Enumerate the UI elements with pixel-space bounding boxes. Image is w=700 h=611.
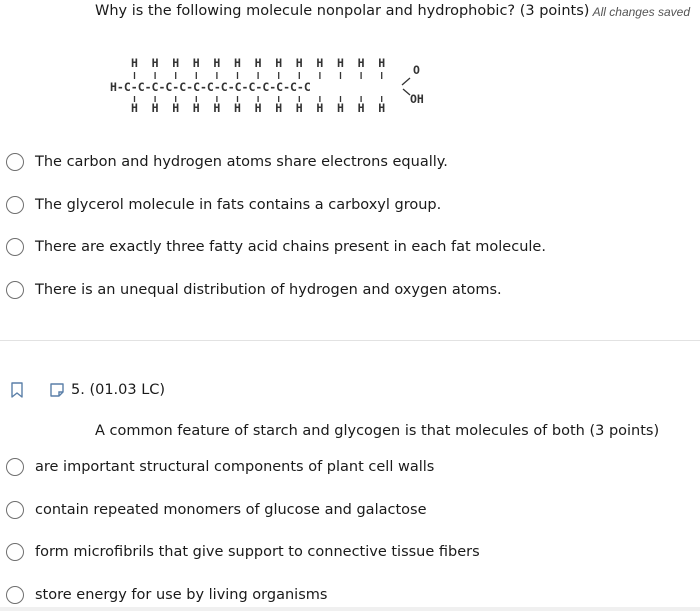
hydrogen-atom: H [234, 56, 241, 70]
q5-option-1[interactable] [6, 454, 434, 480]
radio-circle-icon[interactable] [6, 543, 24, 561]
hydrogen-atom: H [192, 56, 200, 70]
hydrogen-atom: H [254, 56, 262, 70]
hydroxyl-bond [403, 89, 410, 95]
carbonyl-oxygen: O [413, 63, 420, 77]
option-label: The glycerol molecule in fats contains a carboxyl group. [35, 197, 442, 213]
hydrogen-atom: H [151, 101, 159, 115]
option-label: store energy for use by living organisms [35, 587, 328, 603]
question-5-header [7, 380, 165, 400]
q5-option-4[interactable] [6, 582, 327, 608]
option-label: are important structural components of plant cell walls [35, 459, 435, 475]
bookmark-icon[interactable] [7, 380, 27, 400]
carbon-backbone: H-C-C-C-C-C-C-C-C-C-C-C-C-C-C [110, 80, 311, 94]
radio-circle-icon[interactable] [6, 458, 24, 476]
radio-circle-icon[interactable] [6, 238, 24, 256]
fatty-acid-structure [110, 52, 440, 120]
hydrogen-atom: H [151, 56, 159, 70]
radio-circle-icon[interactable] [6, 501, 24, 519]
hydrogen-atom: H [275, 56, 283, 70]
bottom-scroll-edge [0, 607, 700, 611]
q4-option-2[interactable] [6, 192, 441, 218]
hydrogen-atom: H [192, 101, 200, 115]
radio-circle-icon[interactable] [6, 153, 24, 171]
option-label: There are exactly three fatty acid chains present in each fat molecule. [35, 239, 546, 255]
hydroxyl-group: OH [410, 92, 424, 106]
q4-option-4[interactable] [6, 277, 502, 303]
hydrogen-atom: H [234, 101, 241, 115]
q5-option-2[interactable] [6, 497, 427, 523]
question-5-prompt: A common feature of starch and glycogen is that molecules of both (3 points) [95, 423, 660, 439]
hydrogen-atom: H [378, 56, 386, 70]
double-bond [402, 78, 410, 85]
hydrogen-atom: H [254, 101, 262, 115]
note-icon[interactable] [47, 380, 67, 400]
q4-option-1[interactable] [6, 149, 448, 175]
hydrogen-atom: H [316, 56, 324, 70]
hydrogen-atom: H [131, 56, 138, 70]
question-4-prompt: Why is the following molecule nonpolar and hydrophobic? (3 points) [95, 3, 590, 19]
radio-circle-icon[interactable] [6, 281, 24, 299]
hydrogen-atom: H [357, 56, 365, 70]
save-status: All changes saved [592, 5, 690, 19]
hydrogen-atom: H [378, 101, 386, 115]
hydrogen-atom: H [131, 101, 138, 115]
hydrogen-atom: H [213, 101, 221, 115]
hydrogen-atom: H [357, 101, 365, 115]
section-divider [0, 340, 700, 341]
hydrogen-atom: H [337, 101, 344, 115]
top-hydrogens [131, 56, 385, 70]
option-label: form microfibrils that give support to connective tissue fibers [35, 544, 480, 560]
radio-circle-icon[interactable] [6, 586, 24, 604]
radio-circle-icon[interactable] [6, 196, 24, 214]
option-label: The carbon and hydrogen atoms share electrons equally. [35, 154, 448, 170]
hydrogen-atom: H [295, 101, 303, 115]
hydrogen-atom: H [275, 101, 283, 115]
hydrogen-atom: H [172, 56, 180, 70]
hydrogen-atom: H [316, 101, 324, 115]
question-5-number: 5. (01.03 LC) [71, 382, 166, 398]
hydrogen-atom: H [295, 56, 303, 70]
hydrogen-atom: H [337, 56, 344, 70]
hydrogen-atom: H [172, 101, 180, 115]
hydrogen-atom: H [213, 56, 221, 70]
option-label: contain repeated monomers of glucose and galactose [35, 502, 427, 518]
q4-option-3[interactable] [6, 234, 546, 260]
bottom-hydrogens [131, 101, 385, 115]
q5-option-3[interactable] [6, 539, 480, 565]
option-label: There is an unequal distribution of hydrogen and oxygen atoms. [35, 282, 502, 298]
